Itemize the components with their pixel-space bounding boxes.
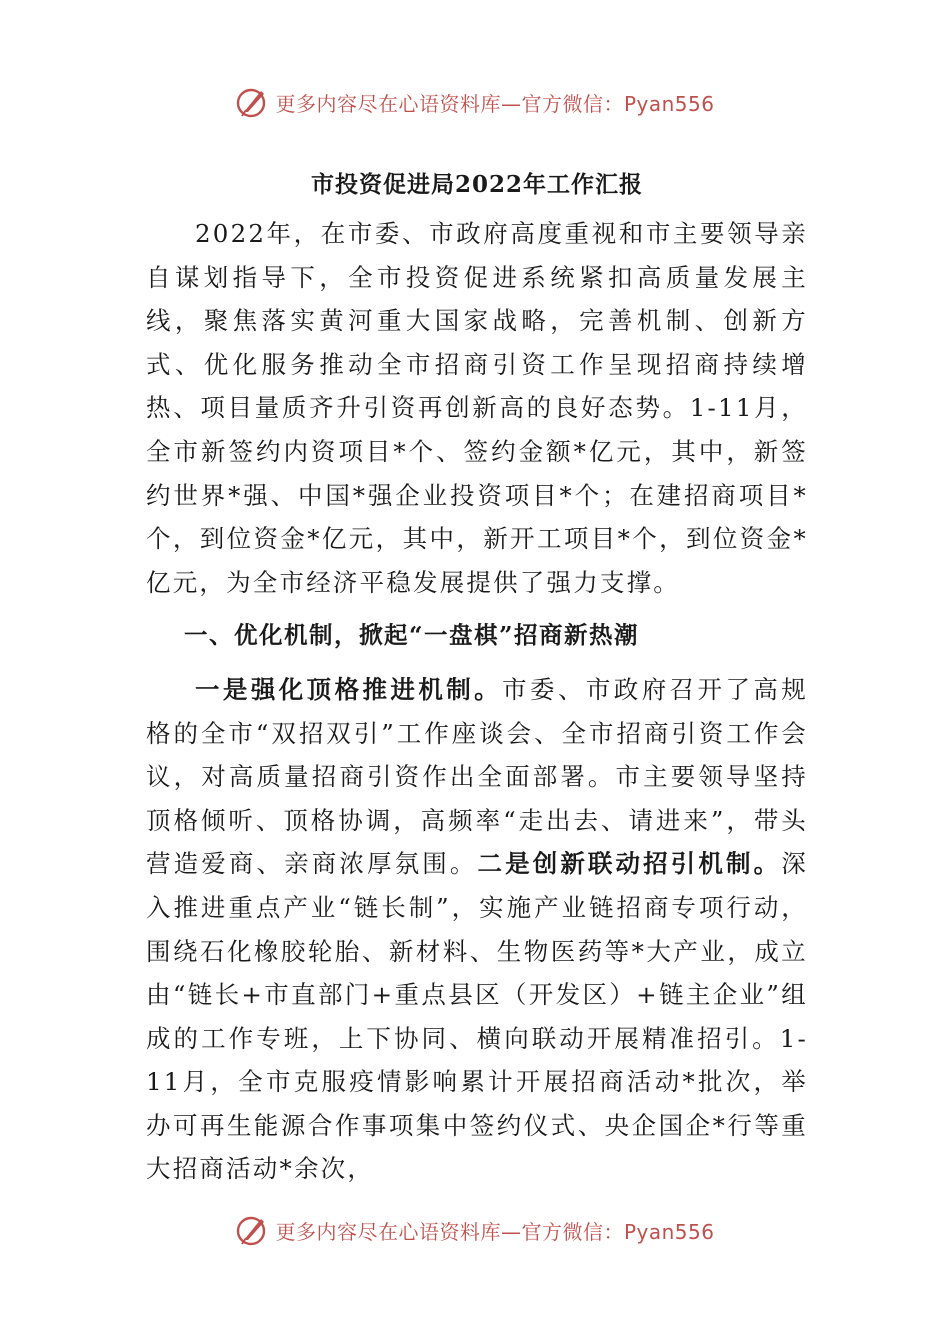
lead-strengthen-mechanism: 一是强化顶格推进机制。	[195, 674, 503, 704]
footer-banner	[0, 1210, 950, 1250]
quill-pen-logo-icon	[235, 85, 269, 119]
section-1-text-1: 市委、市政府召开了高规格的全市“双招双引”工作座谈会、全市招商引资工作会议，对高质量招商引资作出全面部署。市主要领导坚持顶格倾听、顶格协调，高频率“走出去、请进来”，带头营造爱商、亲商浓厚氛围。	[146, 674, 808, 879]
header-banner	[0, 82, 950, 122]
section-1-paragraph	[146, 668, 808, 1191]
header-banner-text: 更多内容尽在心语资料库—官方微信：Pyan556	[275, 91, 715, 116]
lead-innovate-linkage: 二是创新联动招引机制。	[477, 849, 782, 879]
footer-banner-text: 更多内容尽在心语资料库—官方微信：Pyan556	[275, 1219, 715, 1244]
section-1-text-2: 深入推进重点产业“链长制”，实施产业链招商专项行动，围绕石化橡胶轮胎、新材料、生物医药等*大产业，成立由“链长+市直部门+重点县区（开发区）+链主企业”组成的工作专班，上下协同、横向联动开展精准招引。1-11月，全市克服疫情影响累计开展招商活动*批次，举办可再生能源合作事项集中签约仪式、央企国企*行等重大招商活动*余次，	[146, 849, 808, 1184]
quill-pen-logo-icon	[235, 1213, 269, 1247]
document-title: 市投资促进局2022年工作汇报	[310, 171, 643, 198]
document-body	[146, 162, 808, 1191]
section-1-heading: 一、优化机制，掀起“一盘棋”招商新热潮	[184, 621, 640, 650]
intro-paragraph: 2022年，在市委、市政府高度重视和市主要领导亲自谋划指导下，全市投资促进系统紧扣高质量发展主线，聚焦落实黄河重大国家战略，完善机制、创新方式、优化服务推动全市招商引资工作呈现招商持续增热、项目量质齐升引资再创新高的良好态势。1-11月，全市新签约内资项目*个、签约金额*亿元，其中，新签约世界*强、中国*强企业投资项目*个；在建招商项目*个，到位资金*亿元，其中，新开工项目*个，到位资金*亿元，为全市经济平稳发展提供了强力支撑。	[146, 219, 808, 597]
